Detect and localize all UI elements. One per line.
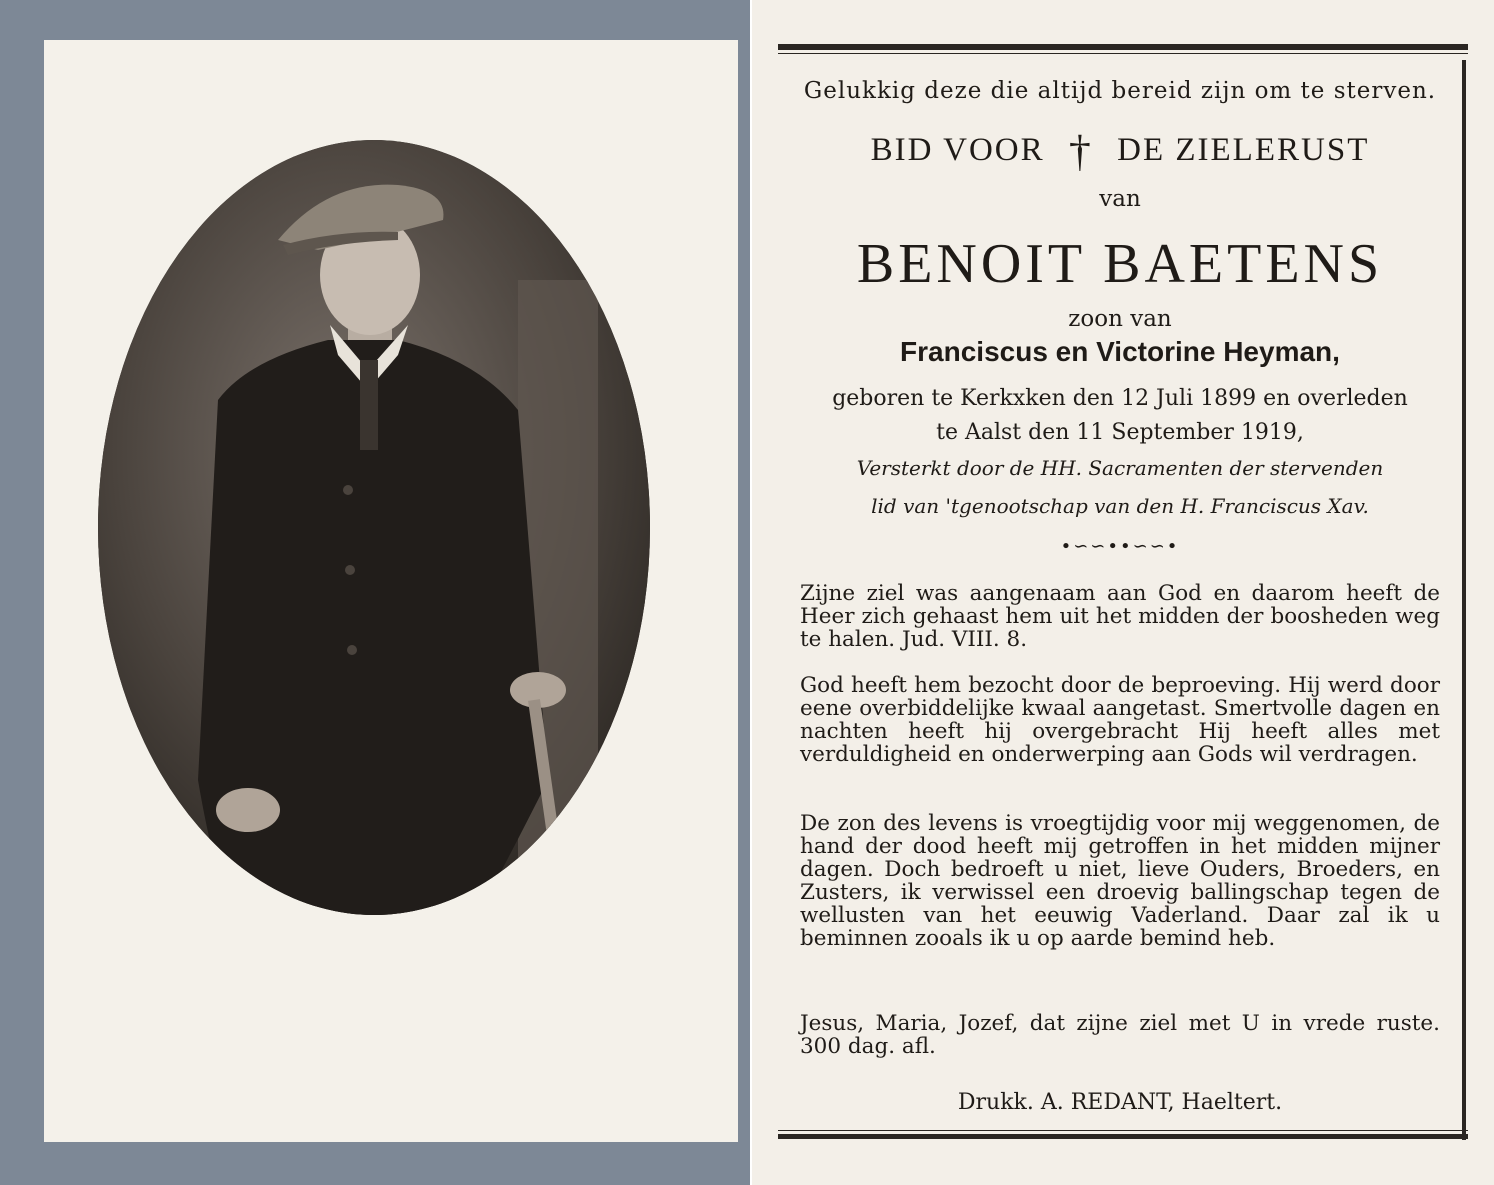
prayer-heading-right: DE ZIELERUST — [1117, 132, 1370, 168]
son-of-label: zoon van — [1068, 306, 1172, 332]
van-label: van — [1099, 186, 1141, 212]
border-top — [778, 44, 1468, 50]
prayer-heading-left: BID VOOR — [870, 132, 1045, 168]
portrait-photo — [98, 140, 650, 915]
parents-names: Franciscus en Victorine Heyman, — [900, 336, 1340, 367]
portrait-illustration — [98, 140, 650, 915]
membership-line: lid van 'tgenootschap van den H. Franciscus Xav. — [871, 494, 1369, 518]
deceased-name: BENOIT BAETENS — [856, 233, 1384, 295]
paragraph-1: Zijne ziel was aangenaam aan God en daarom heeft de Heer zich gehaast hem uit het midden der boosheden weg te halen. Jud. VIII. 8. — [800, 581, 1440, 652]
ornament-divider: •∽∽••∽∽• — [1060, 536, 1180, 557]
printer-credit: Drukk. A. REDANT, Haeltert. — [957, 1090, 1283, 1115]
paragraph-2: God heeft hem bezocht door de beproeving. Hij werd door eene overbiddelijke kwaal aangetast. Smertvolle dagen en nachten heeft hij overgebracht Hij heeft alles met verduldigheid en onderwerping aan Gods wil verdragen. — [800, 673, 1440, 767]
prayer-heading — [790, 126, 1450, 177]
sacraments-line: Versterkt door de HH. Sacramenten der stervenden — [856, 456, 1384, 480]
paragraph-4: Jesus, Maria, Jozef, dat zijne ziel met U in vrede ruste. 300 dag. afl. — [800, 1011, 1440, 1059]
border-right — [1462, 60, 1466, 1140]
border-bottom-thin — [778, 1130, 1468, 1131]
border-bottom — [778, 1134, 1468, 1139]
death-line: te Aalst den 11 September 1919, — [936, 420, 1304, 445]
motto: Gelukkig deze die altijd bereid zijn om te sterven. — [803, 78, 1437, 104]
cross-icon: † — [1068, 127, 1093, 176]
birth-line: geboren te Kerkxken den 12 Juli 1899 en overleden — [832, 386, 1408, 411]
border-top-thin — [778, 53, 1468, 54]
paragraph-3: De zon des levens is vroegtijdig voor mij weggenomen, de hand der dood heeft mij getroffen in het midden mijner dagen. Doch bedroeft u niet, lieve Ouders, Broeders, en Zusters, ik verwissel een droevig ballingschap tegen de wellusten van het eeuwig Vaderland. Daar zal ik u beminnen zooals ik u op aarde bemind heb. — [800, 811, 1440, 951]
